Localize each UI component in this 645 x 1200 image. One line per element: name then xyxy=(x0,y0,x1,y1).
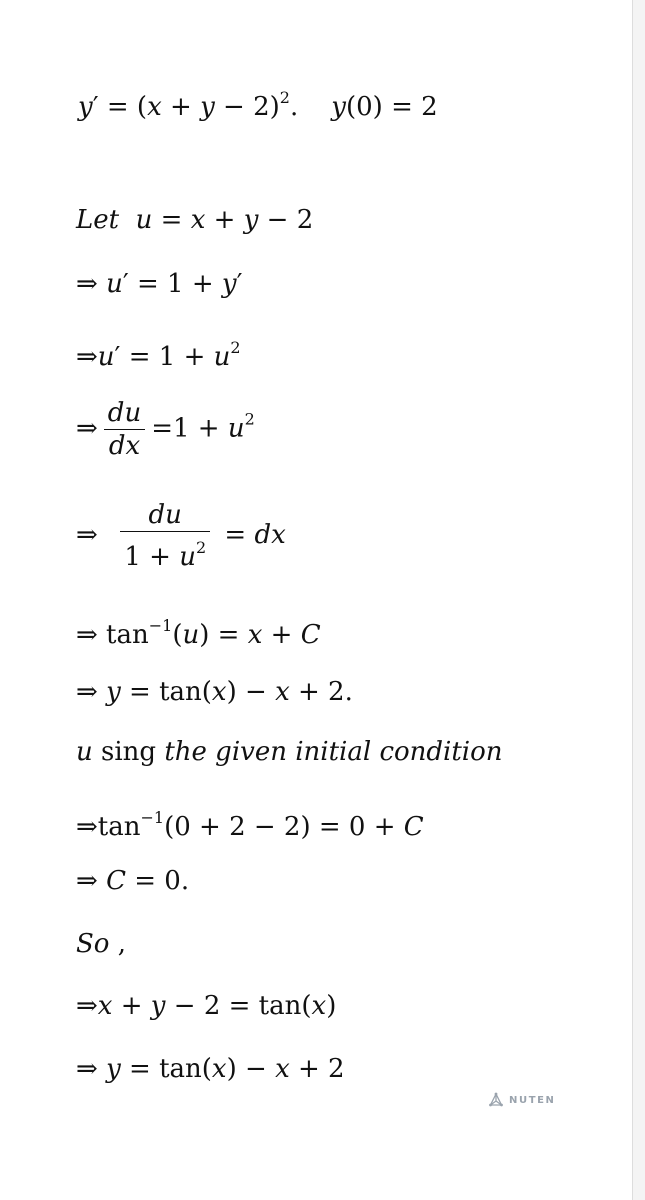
step-u-prime: ⇒u′ = $1 + u^2$ xyxy=(76,338,241,372)
step-separate-variables: ⇒ $\frac{du}{1 + u^2}$ = dx xyxy=(76,500,286,572)
step-general-solution: ⇒ y = tan(x) − x + 2. xyxy=(76,677,353,707)
nuten-logo xyxy=(488,1092,556,1108)
step-let-substitution: Let u = x + y − 2 xyxy=(76,205,314,235)
nuten-logo-text: NUTEN xyxy=(509,1094,556,1106)
step-final-answer: ⇒ y = tan(x) − x + 2 xyxy=(76,1054,345,1084)
problem-statement: $y' = (x + y - 2)^2$. y(0) = 2 xyxy=(78,88,438,122)
step-initial-condition-note: u sing the given initial condition xyxy=(76,737,503,767)
step-du-dx: ⇒ $\frac{du}{dx}$ $=1 + u^2$ xyxy=(76,398,255,461)
step-integrate: ⇒ $\tan^{-1}(u) = x + C$ xyxy=(76,616,321,650)
step-derivative: ⇒ u′ = 1 + y′ xyxy=(76,269,243,299)
step-constant: ⇒ C = 0. xyxy=(76,866,190,896)
nuten-logo-icon xyxy=(488,1092,504,1108)
step-so: So , xyxy=(76,929,126,959)
step-substitute-initial: $\Rightarrow\tan^{-1}(0 + 2 - 2) = 0 + C$ xyxy=(76,808,424,842)
step-particular-relation: ⇒x + y − 2 = tan(x) xyxy=(76,991,337,1021)
